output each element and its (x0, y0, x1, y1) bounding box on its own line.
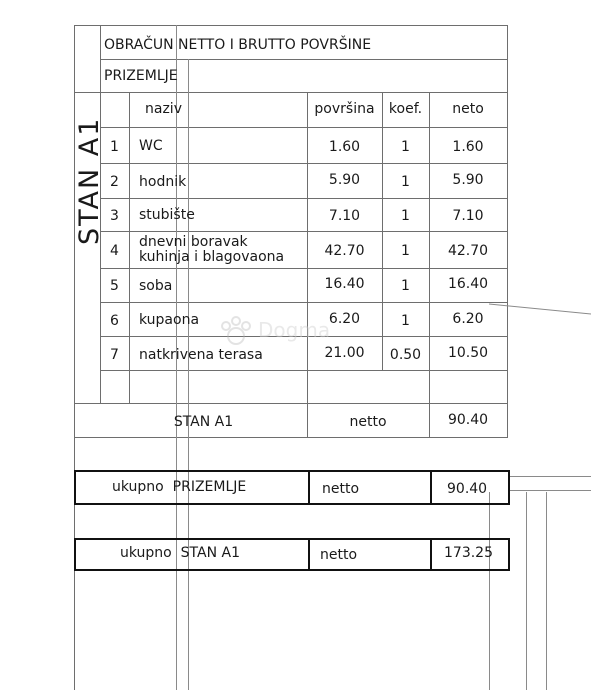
table-row-coef: 1 (401, 208, 410, 224)
box-divider (430, 540, 432, 569)
table-row-area: 16.40 (324, 276, 365, 292)
column-header-name: naziv (145, 101, 182, 117)
column-header-net: neto (452, 101, 484, 117)
grid-line (74, 92, 508, 93)
grid-line (74, 25, 508, 26)
table-row-net: 1.60 (452, 139, 484, 155)
drawing-line (508, 490, 591, 491)
table-row-number: 5 (110, 278, 119, 294)
table-row-coef: 1 (401, 174, 410, 190)
table-row-net: 42.70 (447, 243, 489, 259)
table-row-number: 4 (110, 243, 119, 259)
grid-line (100, 370, 508, 371)
drawing-line (508, 476, 591, 477)
grid-line (100, 268, 508, 269)
grid-line (100, 127, 508, 128)
table-row-name: kupaona (139, 312, 200, 328)
table-row-name: natkrivena terasa (139, 347, 263, 363)
total-floor-value: 90.40 (447, 481, 488, 497)
grid-line (74, 403, 508, 404)
table-row-number: 6 (110, 313, 119, 329)
box-divider (308, 540, 310, 569)
column-header-area: površina (314, 101, 375, 117)
table-row-net: 6.20 (452, 311, 484, 327)
subtotal-value: 90.40 (447, 412, 489, 428)
table-row-net: 7.10 (452, 208, 484, 224)
total-unit-value: 173.25 (444, 545, 493, 561)
grid-line (129, 92, 130, 403)
table-row-coef: 1 (401, 243, 410, 259)
grid-line (100, 59, 508, 60)
table-row-number: 3 (110, 208, 119, 224)
grid-line (100, 231, 508, 232)
grid-line (100, 163, 508, 164)
drawing-line (489, 492, 490, 690)
table-row-area: 5.90 (328, 172, 361, 188)
total-unit-type: netto (320, 547, 358, 563)
grid-line (74, 437, 508, 438)
sheet-title: OBRAČUN NETTO I BRUTTO POVRŠINE (104, 37, 372, 53)
watermark-text: Dogma (258, 318, 331, 342)
table-row-area: 1.60 (328, 139, 361, 155)
column-header-coef: koef. (388, 101, 423, 117)
table-row-area: 6.20 (328, 311, 361, 327)
subtotal-type: netto (349, 414, 387, 430)
table-row-name-line2: kuhinja i blagovaona (139, 249, 285, 265)
table-row-number: 2 (110, 174, 119, 190)
table-row-area: 42.70 (324, 243, 365, 259)
table-row-net: 5.90 (452, 172, 484, 188)
table-row-number: 1 (110, 139, 119, 155)
drawing-line (546, 492, 547, 690)
total-unit-label: ukupno STAN A1 (120, 545, 240, 561)
table-row-area: 21.00 (324, 345, 365, 361)
table-row-net: 16.40 (447, 276, 489, 292)
subtotal-label: STAN A1 (173, 414, 234, 430)
watermark-logo-icon (218, 316, 254, 350)
table-row-name: soba (139, 278, 173, 294)
box-divider (430, 472, 432, 503)
total-floor-label: ukupno PRIZEMLJE (112, 479, 247, 495)
grid-line (382, 92, 383, 370)
grid-line (188, 59, 189, 690)
floor-label: PRIZEMLJE (104, 68, 178, 84)
grid-line (100, 198, 508, 199)
table-row-name: dnevni boravak (139, 234, 248, 250)
table-row-coef: 0.50 (389, 347, 422, 363)
grid-line (100, 302, 508, 303)
table-row-coef: 1 (401, 278, 410, 294)
table-row-name: WC (139, 138, 163, 154)
table-row-number: 7 (110, 347, 119, 363)
grid-line (507, 25, 508, 437)
table-row-area: 7.10 (328, 208, 361, 224)
unit-label-vertical: STAN A1 (74, 116, 105, 245)
box-divider (308, 472, 310, 503)
table-row-name: stubište (139, 207, 195, 223)
drawing-line (526, 492, 527, 690)
table-row-name: hodnik (139, 174, 187, 190)
table-row-coef: 1 (401, 313, 410, 329)
total-floor-type: netto (322, 481, 360, 497)
table-row-coef: 1 (401, 139, 410, 155)
table-row-net: 10.50 (447, 345, 489, 361)
